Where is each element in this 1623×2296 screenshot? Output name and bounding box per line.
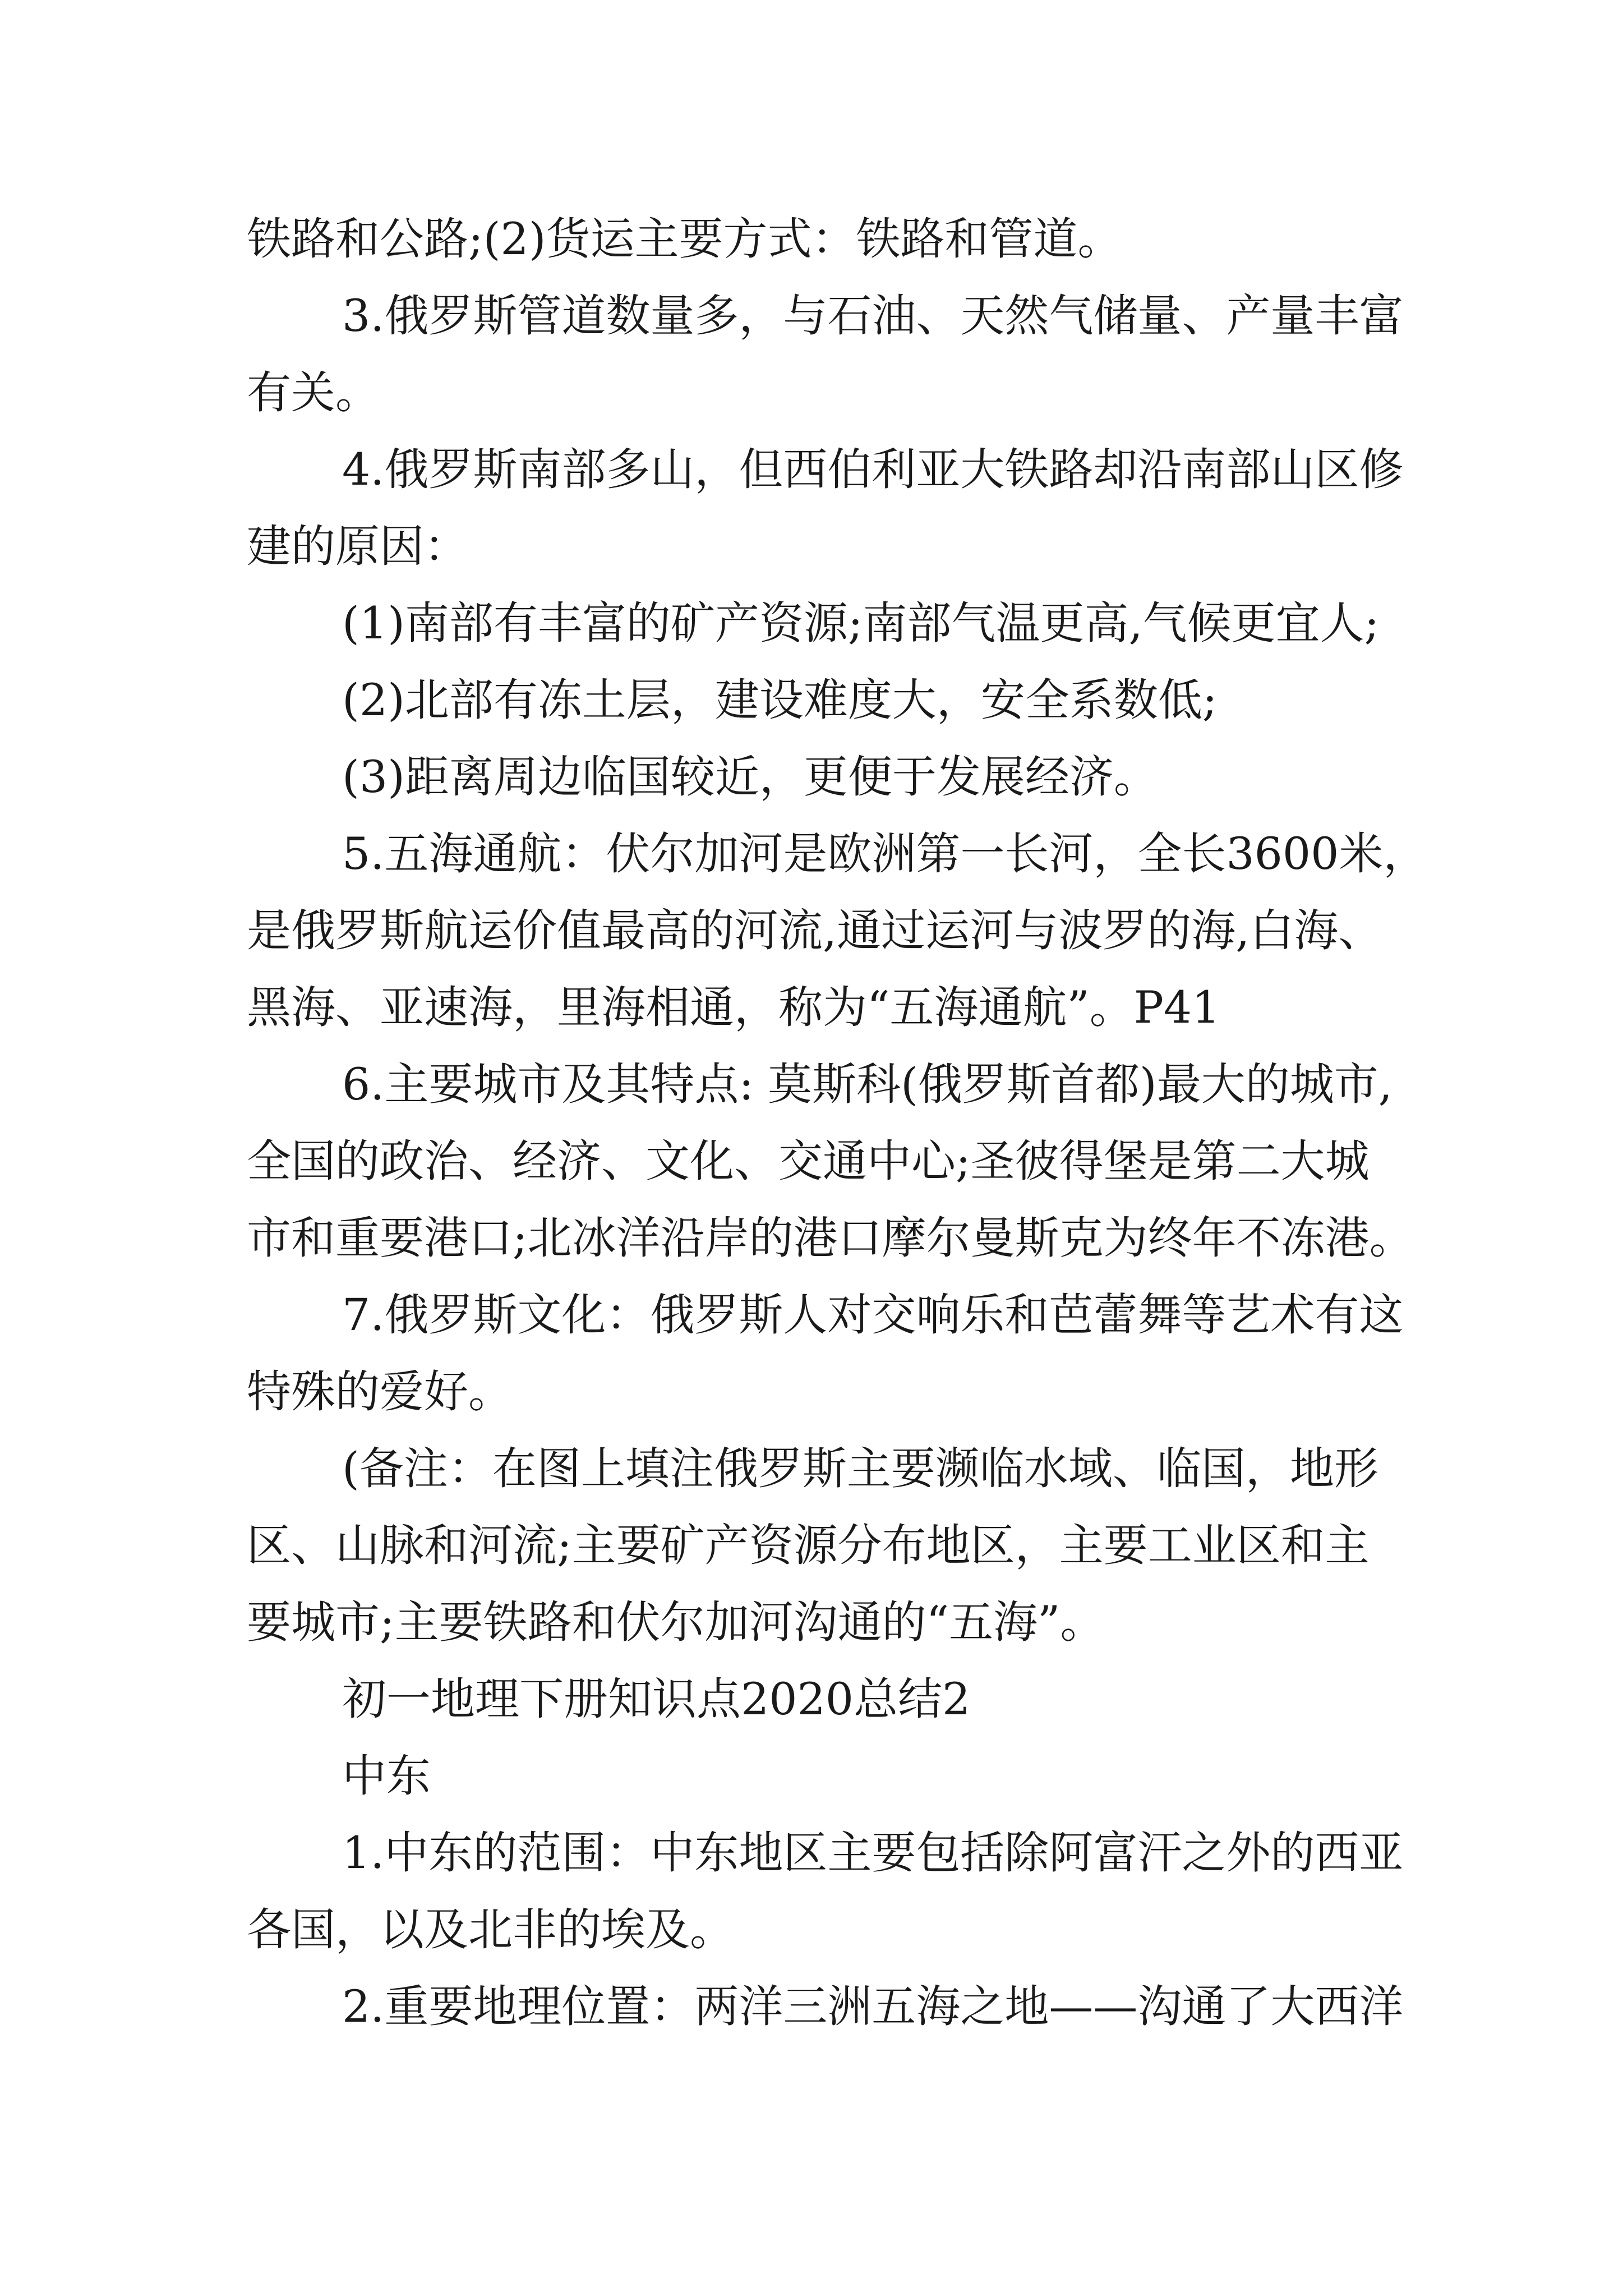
text-line: 全国的政治、经济、文化、交通中心;圣彼得堡是第二大城: [247, 1135, 1370, 1187]
text-line: 5.五海通航：伏尔加河是欧洲第一长河，全长3600米，: [342, 828, 1428, 880]
section-subheading: 中东: [342, 1750, 431, 1802]
text-line: 有关。: [247, 367, 380, 418]
text-line: (2)北部有冻土层，建设难度大，安全系数低;: [342, 674, 1218, 726]
text-line: 市和重要港口;北冰洋沿岸的港口摩尔曼斯克为终年不冻港。: [247, 1212, 1414, 1264]
text-line: 要城市;主要铁路和伏尔加河沟通的“五海”。: [247, 1596, 1105, 1648]
text-line: 2.重要地理位置：两洋三洲五海之地——沟通了大西洋: [342, 1981, 1404, 2032]
text-line: (备注：在图上填注俄罗斯主要濒临水域、临国，地形: [342, 1443, 1378, 1494]
section-heading: 初一地理下册知识点2020总结2: [342, 1673, 971, 1725]
text-line: 建的原因：: [247, 521, 468, 572]
text-line: (3)距离周边临国较近，更便于发展经济。: [342, 751, 1158, 803]
text-line: 4.俄罗斯南部多山，但西伯利亚大铁路却沿南部山区修: [342, 444, 1404, 495]
text-line: 6.主要城市及其特点: 莫斯科(俄罗斯首都)最大的城市,: [342, 1059, 1393, 1110]
text-line: 铁路和公路;(2)货运主要方式：铁路和管道。: [247, 213, 1122, 265]
text-line: 特殊的爱好。: [247, 1366, 513, 1418]
text-line: 3.俄罗斯管道数量多，与石油、天然气储量、产量丰富: [342, 290, 1404, 342]
text-line: (1)南部有丰富的矿产资源;南部气温更高,气候更宜人;: [342, 597, 1380, 649]
text-line: 7.俄罗斯文化：俄罗斯人对交响乐和芭蕾舞等艺术有这: [342, 1289, 1404, 1341]
text-line: 各国，以及北非的埃及。: [247, 1904, 734, 1955]
text-line: 是俄罗斯航运价值最高的河流,通过运河与波罗的海,白海、: [247, 905, 1383, 956]
text-line: 黑海、亚速海，里海相通，称为“五海通航”。P41: [247, 982, 1220, 1033]
text-line: 1.中东的范围：中东地区主要包括除阿富汗之外的西亚: [342, 1827, 1404, 1879]
text-line: 区、山脉和河流;主要矿产资源分布地区，主要工业区和主: [247, 1520, 1370, 1571]
